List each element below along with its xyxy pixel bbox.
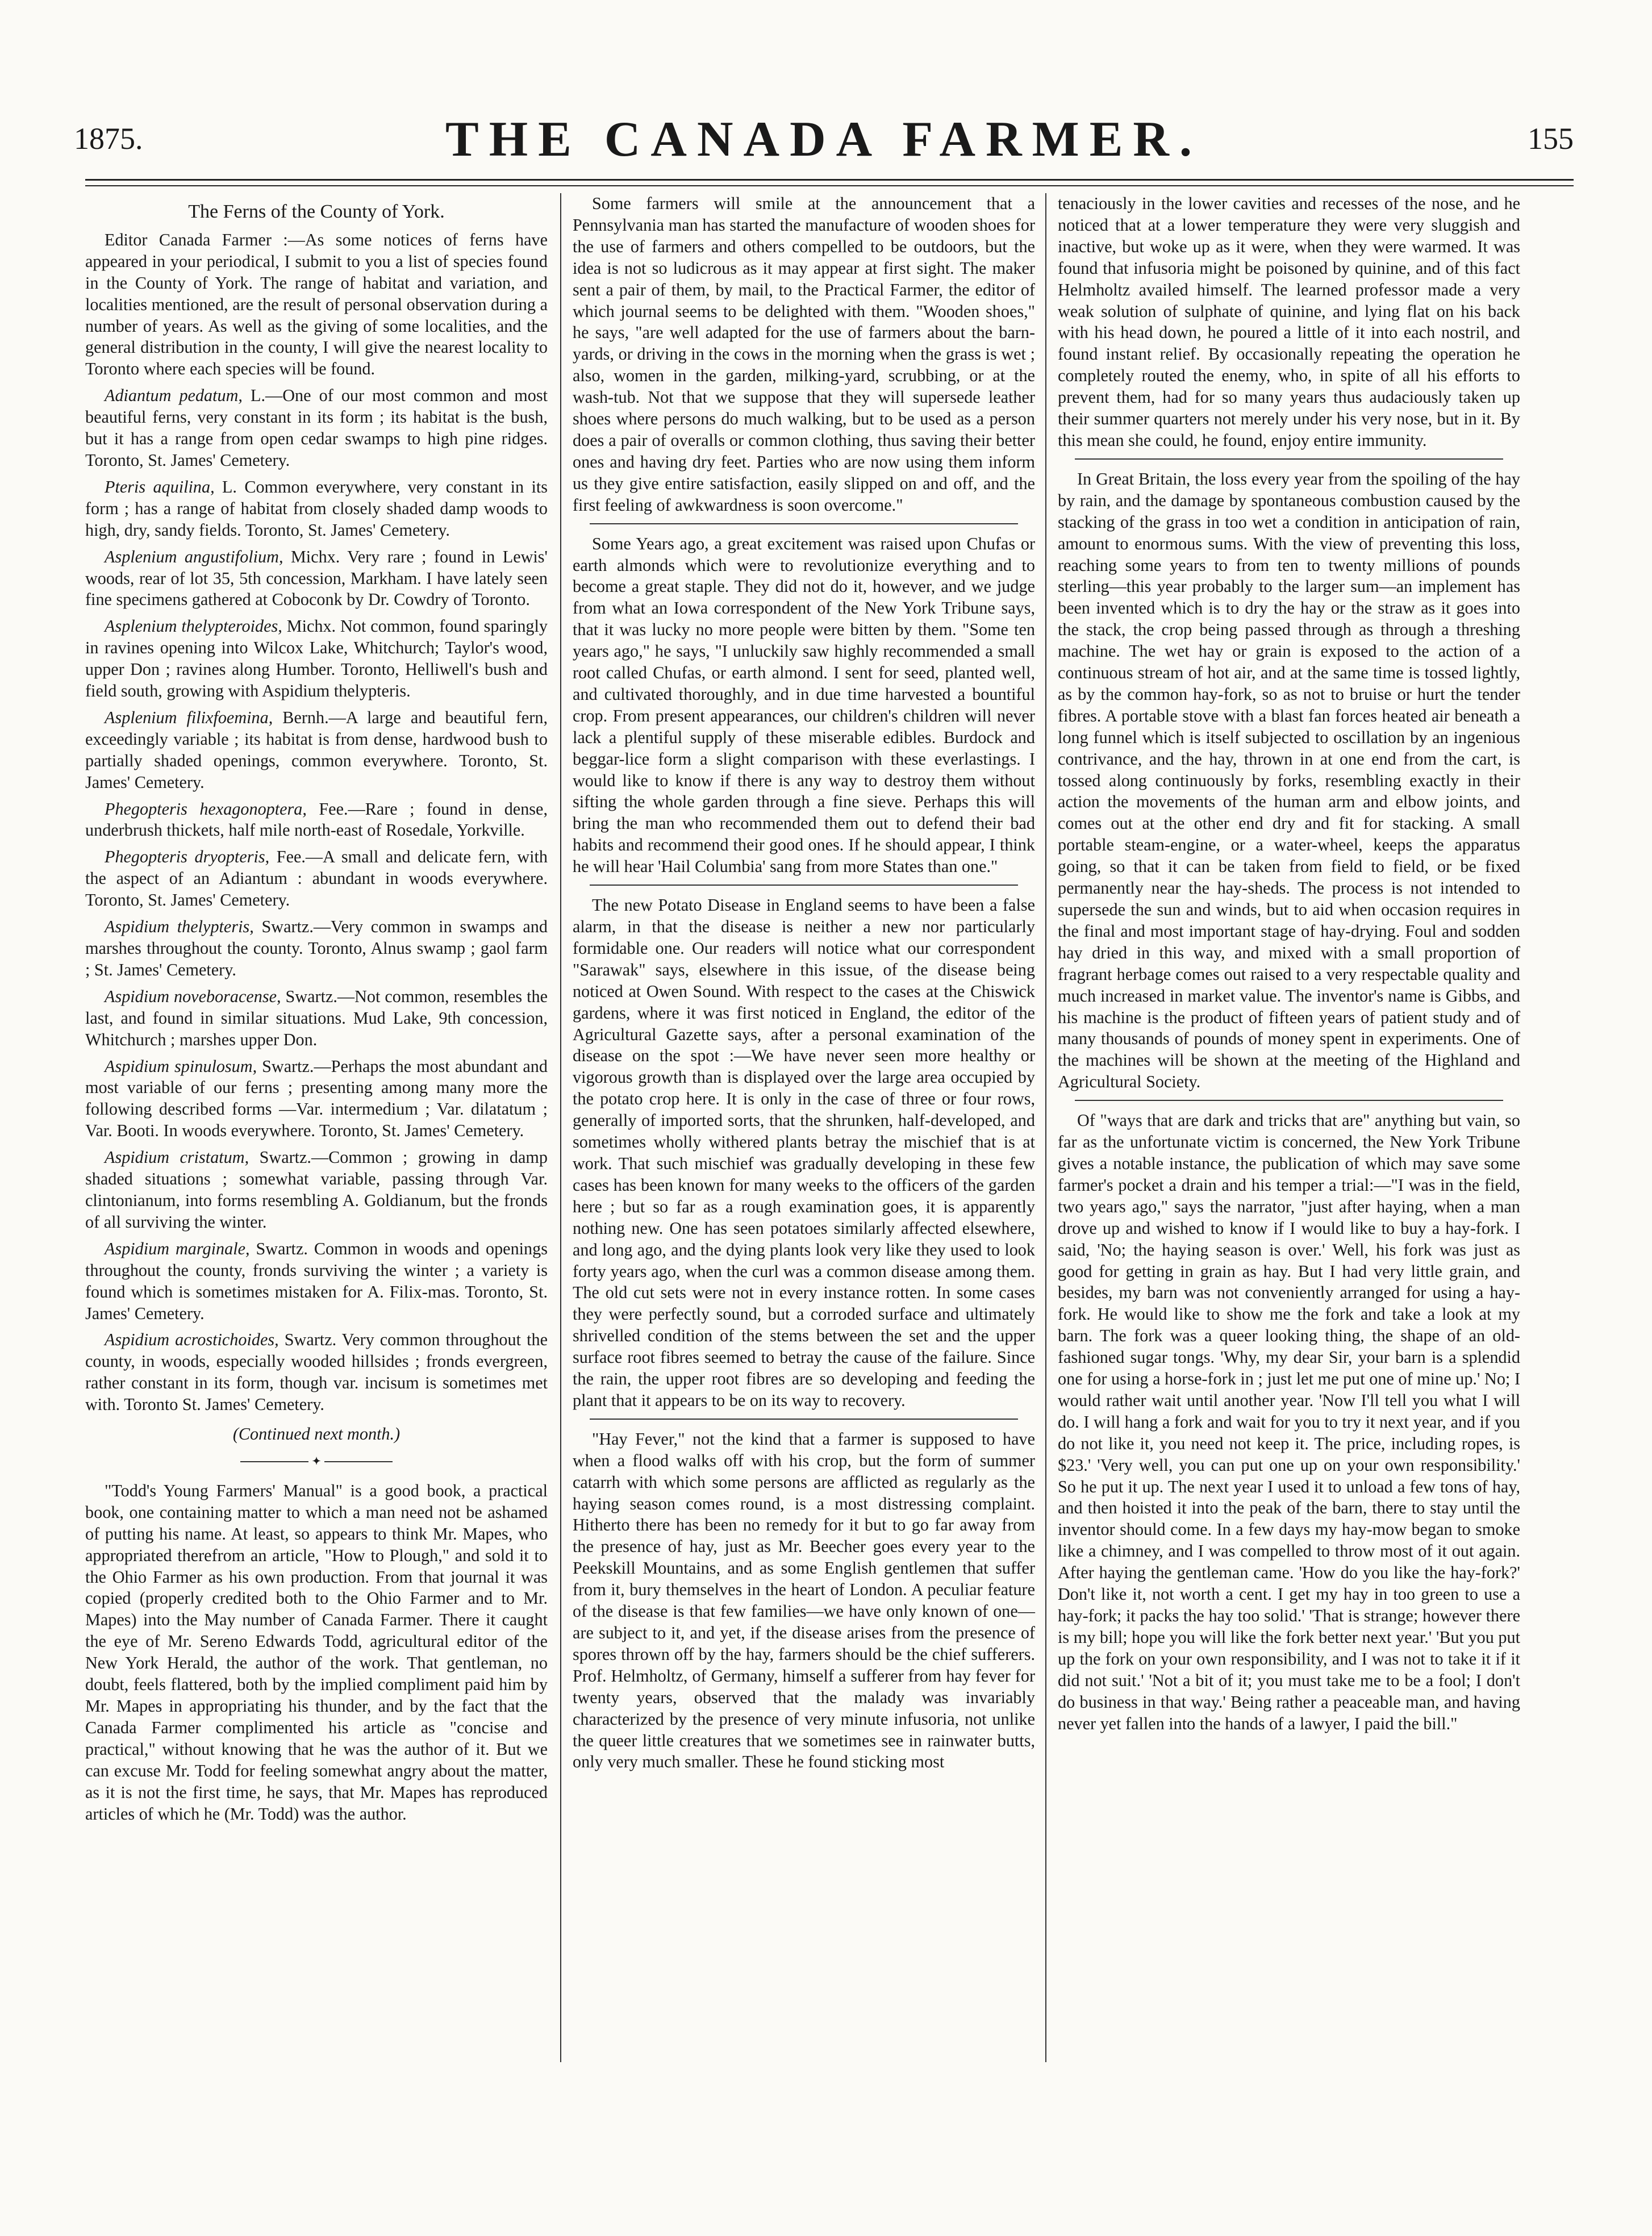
- todd-paragraph: "Todd's Young Farmers' Manual" is a good book, a practical book, one containing matter to which a man need not be ashamed of putting his name. At least, so appears to think Mr. Mapes, who appropriated therefrom an article, "How to Plough," and sold it to the Ohio Farmer as his own production. From that journal it was copied (properly credited both to the Ohio Farmer and to Mr. Mapes) into the May number of Canada Farmer. There it caught the eye of Mr. Sereno Edwards Todd, agricultural editor of the New York Herald, the author of the work. That gentleman, no doubt, feels flattered, both by the implied compliment paid him by Mr. Mapes in appropriating his thunder, and by the fact that the Canada Farmer complimented his article as "concise and practical," without knowing that he was the author of it. But we can excuse Mr. Todd for feeling somewhat angry about the matter, as it is not the first time, he says, that Mr. Mapes has reproduced articles of which he (Mr. Todd) was the author.: [85, 1480, 548, 1824]
- masthead: [74, 111, 1574, 173]
- fern-entry: [85, 477, 548, 541]
- publication-title: THE CANADA FARMER.: [445, 112, 1202, 167]
- fern-entry: [85, 616, 548, 702]
- fern-entry: [85, 799, 548, 842]
- section-divider: [590, 523, 1018, 524]
- section-divider: [1075, 458, 1503, 460]
- fern-entry: [85, 846, 548, 911]
- header-rule: [85, 179, 1574, 181]
- fern-species-name: Aspidium thelypteris,: [105, 917, 254, 937]
- fern-entry: [85, 1147, 548, 1233]
- fern-description: Fee.—Rare ; found in dense, underbrush thickets, half mile north-east of Rosedale, Yorkville.: [85, 799, 548, 840]
- section-divider: [590, 885, 1018, 886]
- page-number: 155: [1528, 122, 1574, 156]
- paragraph-hay-drying: In Great Britain, the loss every year from the spoiling of the hay by rain, and the damage by spontaneous combustion caused by the stacking of the grass in too wet a condition in anticipation of rain, amount to enormous sums. With the view of preventing this loss, reaching some years to from ten to twenty millions of pounds sterling—this year probably to the larger sum—an implement has been invented which is to dry the hay or the straw as it goes into the stack, the crop being passed through as through a threshing machine. The wet hay or grain is exposed to the action of a continuous stream of hot air, and at the same time is tossed lightly, as by the common hay-fork, so as not to bruise or hurt the tender fibres. A portable stove with a blast fan forces heated air beneath a long funnel which is itself subjected to oscillation by an ingenious contrivance, and the hay, thrown in at one end from the cart, is tossed along continuously by forks, resembling exactly in their action the movements of the human arm and elbow joints, and comes out at the other end dry and fit for stacking. A small portable steam-engine, or a water-wheel, keeps the apparatus going, so that it can be taken from field to field, or be fixed permanently near the hay-sheds. The process is not intended to supersede the sun and winds, but to aid when occasion requires in the final and most important stage of hay-drying. Foul and sodden hay dried in this way, and mixed with a small proportion of fragrant herbage comes out raised to a very respectable quality and much increased in market value. The inventor's name is Gibbs, and his machine is the product of fifteen years of patient study and of many thousands of pounds of money spent in experiments. One of the machines will be shown at the meeting of the Highland and Agricultural Society.: [1058, 469, 1520, 1092]
- fern-description: L.—One of our most common and most beautiful ferns, very constant in its form ; its habitat is the bush, but it has a range from open cedar swamps to high pine ridges. Toronto, St. James' Cemetery.: [85, 386, 548, 470]
- fern-description: Swartz.—Very common in swamps and marshes throughout the county. Toronto, Alnus swamp ; gaol farm ; St. James' Cemetery.: [85, 917, 548, 979]
- fern-species-name: Asplenium filixfoemina,: [105, 707, 273, 727]
- fern-entry: [85, 916, 548, 981]
- fern-entry: [85, 385, 548, 472]
- fern-species-name: Pteris aquilina,: [105, 477, 215, 497]
- paragraph-potato-disease: The new Potato Disease in England seems to have been a false alarm, in that the disease is neither a new nor particularly formidable one. Our readers will notice what our correspondent "Sarawak" says, elsewhere in this issue, of the disease being noticed at Owen Sound. With respect to the cases at the Chiswick gardens, where it was first noticed in England, the editor of the Agricultural Gazette says, after a personal examination of the disease on the spot :—We have never seen more healthy or vigorous growth than is displayed over the large area occupied by the potato crop here. It is only in the case of three or four rows, generally of imported sorts, that the shrunken, half-developed, and sometimes wholly withered plants betray the mischief that is at work. That such mischief was gradually developing in these few cases has been known for many weeks to the officers of the garden here ; but so far as a rough examination goes, it is apparently nothing new. One has seen potatoes similarly affected elsewhere, and long ago, and the dying plants look very like they used to look forty years ago, when the curl was a common disease among them. The old cut sets were not in every instance rotten. In some cases they were perfectly sound, but a corroded surface and ultimately shrivelled condition of the stems between the set and the upper surface root fibres seemed to betray the cause of the failure. Since the rain, the upper root fibres are so developing and feeding the plant that it appears to be on its way to recovery.: [573, 895, 1035, 1410]
- fern-entry: [85, 1329, 548, 1416]
- fern-description: L. Common everywhere, very constant in its form ; has a range of habitat from closely shaded damp woods to high, dry, sandy fields. Toronto, St. James' Cemetery.: [85, 477, 548, 540]
- fern-description: Swartz. Common in woods and openings throughout the county, fronds surviving the winter ; a variety is found which is sometimes mistaken for A. Filix-mas. Toronto, St. James' Cemetery.: [85, 1238, 548, 1323]
- fern-species-name: Adiantum pedatum,: [105, 386, 243, 406]
- column-separator: [560, 193, 561, 2062]
- section-divider: [1075, 1100, 1503, 1101]
- fern-species-name: Asplenium thelypteroides,: [105, 616, 282, 636]
- fern-species-name: Aspidium acrostichoides,: [105, 1330, 279, 1350]
- fern-species-name: Aspidium spinulosum,: [105, 1056, 257, 1076]
- fern-entry: [85, 1238, 548, 1325]
- column-2: [573, 193, 1035, 1778]
- fern-species-name: Aspidium cristatum,: [105, 1148, 249, 1167]
- article-intro: Editor Canada Farmer :—As some notices of ferns have appeared in your periodical, I submit to you a list of species found in the County of York. The range of habitat and variation, and localities mentioned, are the result of personal observation during a number of years. As well as the giving of some localities, and the general distribution in the county, I will give the nearest locality to Toronto where each species will be found.: [85, 230, 548, 379]
- paragraph-helmholtz: tenaciously in the lower cavities and recesses of the nose, and he noticed that at a lower temperature they were very sluggish and inactive, but woke up as it were, when they were warmed. It was found that infusoria might be poisoned by quinine, and of this fact Helmholtz availed himself. The learned professor made a very weak solution of sulphate of quinine, and lying flat on his back with his head down, he poured a little of it into each nostril, and found instant relief. By occasionally repeating the operation he completely routed the enemy, who, in spite of all his efforts to prevent them, had for so many years thus audaciously taken up their summer quarters not merely under his very nose, but in it. By this mean she could, he found, enjoy entire immunity.: [1058, 194, 1520, 450]
- column-3: [1058, 193, 1520, 1739]
- fern-entry: [85, 986, 548, 1051]
- fern-species-name: Phegopteris hexagonoptera,: [105, 799, 307, 819]
- article-title: The Ferns of the County of York.: [188, 201, 445, 222]
- fern-entry: [85, 707, 548, 794]
- column-1: [85, 193, 548, 1830]
- paragraph-wooden-shoes: Some farmers will smile at the announcement that a Pennsylvania man has started the manufacture of wooden shoes for the use of farmers and others compelled to be outdoors, but the idea is not so ludicrous as it may appear at first sight. The maker sent a pair of them, by mail, to the Practical Farmer, the editor of which journal seems to be delighted with them. "Wooden shoes," he says, "are well adapted for the use of farmers about the barn-yards, or driving in the cows in the morning when the grass is wet ; also, women in the garden, milking-yard, scrubbing, or at the wash-tub. Not that we suppose that they will supersede leather shoes where persons do much walking, but to be used as a person does a pair of overalls or common clothing, thus saving their better ones and having dry feet. Parties who are now using them inform us they give entire satisfaction, easily slipped on and off, and the first feeling of awkwardness is soon overcome.": [573, 194, 1035, 515]
- section-ornament: ✦: [85, 1450, 548, 1472]
- fern-description: Fee.—A small and delicate fern, with the aspect of an Adiantum : abundant in woods everywhere. Toronto, St. James' Cemetery.: [85, 847, 548, 910]
- continued-note: (Continued next month.): [232, 1424, 401, 1444]
- paragraph-hay-fever: "Hay Fever," not the kind that a farmer is supposed to have when a flood walks off with his crop, but the form of summer catarrh with which some persons are afflicted as regularly as the haying season comes round, is a most distressing complaint. Hitherto there has been no remedy for it but to go far away from the presence of hay, just as Mr. Beecher goes every year to the Peekskill Mountains, and as some English gentlemen that suffer from it, bury themselves in the heart of London. A peculiar feature of the disease is that few families—we have only known of one—are subject to it, and yet, if the disease arises from the presence of spores thrown off by the hay, farmers should be the chief sufferers. Prof. Helmholtz, of Germany, himself a sufferer from hay fever for twenty years, observed that the malady was invariably characterized by the presence of very minute infusoria, not unlike the queer little creatures that we sometimes see in rainwater butts, only very much smaller. These he found sticking most: [573, 1429, 1035, 1772]
- fern-description: Michx. Not common, found sparingly in ravines opening into Wilcox Lake, Whitchurch; Taylor's wood, upper Don ; ravines along Humber. Toronto, Helliwell's bush and field south, growing with Aspidium thelypteris.: [85, 616, 548, 701]
- section-divider: [590, 1419, 1018, 1420]
- paragraph-hay-fork: Of "ways that are dark and tricks that are" anything but vain, so far as the unfortunate victim is concerned, the New York Tribune gives a notable instance, the publication of which may save some farmer's pocket a drain and his temper a trial:—"I was in the field, two years ago," says the narrator, "just after haying, when a man drove up and wished to know if I would like to buy a hay-fork. I said, 'No; the haying season is over.' Well, his fork was just as good for getting in grain as hay. But I had very little grain, and besides, my barn was not conveniently arranged for using a hay-fork. He would like to show me the fork and take a look at my barn. The fork was a queer looking thing, the shape of an old-fashioned sugar tongs. 'Why, my dear Sir, your barn is a splendid one for using a horse-fork in ; just let me put one of mine up.' No; I would rather wait until another year. 'Now I'll tell you what I will do. I will hang a fork and wait for you to try it next year, and if you do not like it, you need not keep it. The price, including ropes, is $23.' 'Very well, you can put one up on your own responsibility.' So he put it up. The next year I used it to unload a few tons of hay, and then hoisted it into the peak of the barn, there to stay until the inventor should come. In a few days my hay-mow began to smoke like a chimney, and I was compelled to throw most of it out again. After haying the gentleman came. 'How do you like the hay-fork?' Don't like it, not worth a cent. I get my hay in too green to use a hay-fork; it packs the hay too solid.' 'That is strange; however there is my bill; hope you will like the fork better next year.' 'But you put up the fork on your own responsibility, and I was not to take it if it did not suit.' 'Not a bit of it; you must take me to be a fool; I don't do business in that way.' Being rather a peaceable man, and having never yet fallen into the hands of a lawyer, I paid the bill.": [1058, 1111, 1520, 1733]
- fern-description: Swartz.—Perhaps the most abundant and most variable of our ferns ; presenting among many more the following described forms —Var. intermedium ; Var. dilatatum ; Var. Booti. In woods everywhere. Toronto, St. James' Cemetery.: [85, 1056, 548, 1141]
- column-separator: [1045, 193, 1046, 2062]
- fern-species-name: Aspidium marginale,: [105, 1238, 250, 1258]
- fern-entry: [85, 547, 548, 611]
- year: 1875.: [74, 122, 143, 156]
- paragraph-chufas: Some Years ago, a great excitement was raised upon Chufas or earth almonds which were to revolutionize everything and to become a great staple. They did not do it, however, and we judge from what an Iowa correspondent of the New York Tribune says, that it was lucky no more people were bitten by them. "Some ten years ago," he says, "I unluckily saw highly recommended a small root called Chufas, or earth almond. I sent for seed, planted well, and cultivated thoroughly, and in due time harvested a bountiful crop. From present appearances, our children's children will never lack a plentiful supply of these miserable edibles. Burdock and beggar-lice form a slight comparison with these everlastings. I would like to know if there is any way to destroy them without sifting the whole garden through a fine sieve. Perhaps this will bring the man who recommended them out to defend their bad habits and recommend their good ones. If he should appear, I think he will hear 'Hail Columbia' sang from more States than one.": [573, 533, 1035, 877]
- fern-description: Swartz. Very common throughout the county, in woods, especially wooded hillsides ; fronds evergreen, rather constant in its form, though var. incisum is sometimes met with. Toronto St. James' Cemetery.: [85, 1330, 548, 1415]
- fern-species-name: Phegopteris dryopteris,: [105, 847, 270, 867]
- fern-entry: [85, 1056, 548, 1142]
- fern-list: [85, 385, 548, 1416]
- fern-species-name: Asplenium angustifolium,: [105, 547, 283, 566]
- fern-species-name: Aspidium noveboracense,: [105, 986, 281, 1006]
- header-rule-thin: [85, 185, 1574, 186]
- fern-description: Swartz.—Common ; growing in damp shaded situations ; somewhat variable, passing through Var. clintonianum, into forms resembling A. Goldianum, but the fronds of all surviving the winter.: [85, 1148, 548, 1232]
- fern-description: Michx. Very rare ; found in Lewis' woods, rear of lot 35, 5th concession, Markham. I have lately seen fine specimens gathered at Coboconk by Dr. Cowdry of Toronto.: [85, 547, 548, 610]
- fern-description: Swartz.—Not common, resembles the last, and found in similar situations. Mud Lake, 9th concession, Whitchurch ; marshes upper Don.: [85, 986, 548, 1049]
- fern-description: Bernh.—A large and beautiful fern, exceedingly variable ; its habitat is from dense, hardwood bush to partially shaded openings, common everywhere. Toronto, St. James' Cemetery.: [85, 707, 548, 792]
